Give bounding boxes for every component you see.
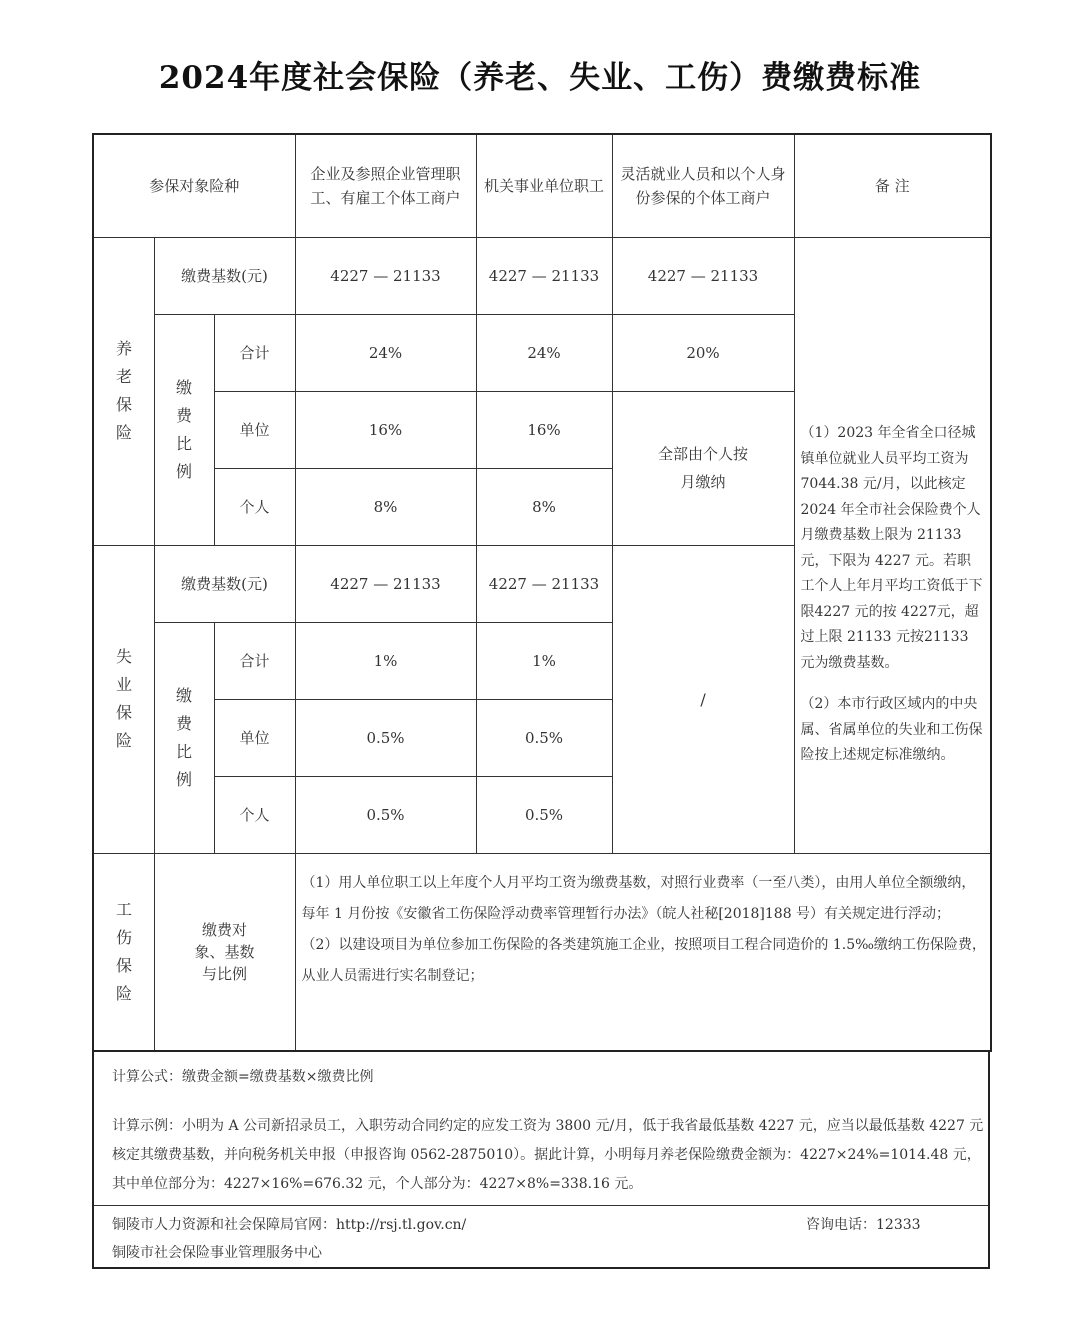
footer-divider: [94, 1205, 988, 1206]
injury-label: 工伤保险: [93, 853, 154, 1051]
unit-label: 单位: [214, 699, 295, 776]
unit-label: 单位: [214, 391, 295, 468]
pension-base-institution: 4227 — 21133: [476, 237, 612, 314]
header-enterprise: 企业及参照企业管理职工、有雇工个体工商户: [295, 134, 476, 237]
header-institution: 机关事业单位职工: [476, 134, 612, 237]
pension-base-enterprise: 4227 — 21133: [295, 237, 476, 314]
phone-line: 咨询电话：12333: [806, 1217, 921, 1233]
pension-unit-enterprise: 16%: [295, 391, 476, 468]
pension-base-flexible: 4227 — 21133: [612, 237, 794, 314]
pension-flexible-note: 全部由个人按月缴纳: [612, 391, 794, 545]
remark-2: （2）本市行政区域内的中央属、省属单位的失业和工伤保险按上述规定标准缴纳。: [800, 696, 983, 764]
injury-rule-2: （2）以建设项目为单位参加工伤保险的各类建筑施工企业，按照项目工程合同造价的 1.5‰缴纳工伤保险费，从业人员需进行实名制登记；: [301, 936, 986, 984]
unemployment-unit-institution: 0.5%: [476, 699, 612, 776]
injury-details: [295, 853, 991, 1051]
ratio-label: 缴费比例: [154, 314, 214, 545]
header-remarks: 备 注: [794, 134, 991, 237]
pension-label: 养老保险: [93, 237, 154, 545]
footer-box: [92, 1050, 990, 1269]
pension-base-row: [93, 237, 991, 314]
header-flexible: 灵活就业人员和以个人身份参保的个体工商户: [612, 134, 794, 237]
page-title: 2024年度社会保险（养老、失业、工伤）费缴费标准: [158, 60, 922, 96]
unemployment-unit-enterprise: 0.5%: [295, 699, 476, 776]
base-label: 缴费基数(元): [154, 545, 295, 622]
remark-1: （1）2023 年全省全口径城镇单位就业人员平均工资为 7044.38 元/月，以此核定 2024 年全市社会保险费个人月缴费基数上限为 21133 元，下限为 4227 元。若职工个人上年月平均工资低于下限4227 元的按 4227元，超过上限 21133 元按21133 元为缴费基数。: [800, 425, 983, 671]
pension-unit-institution: 16%: [476, 391, 612, 468]
service-center: 铜陵市社会保险事业管理服务中心: [112, 1245, 322, 1261]
unemployment-total-institution: 1%: [476, 622, 612, 699]
unemployment-personal-enterprise: 0.5%: [295, 776, 476, 853]
pension-personal-institution: 8%: [476, 468, 612, 545]
ratio-label: 缴费比例: [154, 622, 214, 853]
header-row: [93, 134, 991, 237]
pension-total-enterprise: 24%: [295, 314, 476, 391]
unemployment-base-institution: 4227 — 21133: [476, 545, 612, 622]
remarks-cell: [794, 237, 991, 853]
injury-sub-label: 缴费对象、基数与比例: [154, 853, 295, 1051]
calc-formula: 计算公式：缴费金额=缴费基数×缴费比例: [112, 1069, 374, 1085]
unemployment-label: 失业保险: [93, 545, 154, 853]
pension-total-flexible: 20%: [612, 314, 794, 391]
contribution-standards-table: [92, 133, 992, 1052]
total-label: 合计: [214, 314, 295, 391]
website-line: 铜陵市人力资源和社会保障局官网：http://rsj.tl.gov.cn/: [112, 1217, 467, 1233]
total-label: 合计: [214, 622, 295, 699]
calc-example: 计算示例：小明为 A 公司新招录员工，入职劳动合同约定的应发工资为 3800 元/月，低于我省最低基数 4227 元，应当以最低基数 4227 元核定其缴费基数，并向税务机关申报（申报咨询 0562-2875010）。据此计算，小明每月养老保险缴费金额为：4227×24%=1014.48 元，其中单位部分为：4227×16%=676.32 元，个人部分为：4227×8%=338.16 元。: [112, 1118, 984, 1192]
pension-personal-enterprise: 8%: [295, 468, 476, 545]
unemployment-personal-institution: 0.5%: [476, 776, 612, 853]
injury-row: [93, 853, 991, 1051]
injury-rule-1: （1）用人单位职工以上年度个人月平均工资为缴费基数，对照行业费率（一至八类），由用人单位全额缴纳，每年 1 月份按《安徽省工伤保险浮动费率管理暂行办法》（皖人社秘[2018]188 号）有关规定进行浮动；: [301, 874, 976, 922]
unemployment-total-enterprise: 1%: [295, 622, 476, 699]
header-corner: 参保对象险种: [93, 134, 295, 237]
personal-label: 个人: [214, 468, 295, 545]
personal-label: 个人: [214, 776, 295, 853]
unemployment-base-enterprise: 4227 — 21133: [295, 545, 476, 622]
pension-total-institution: 24%: [476, 314, 612, 391]
base-label: 缴费基数(元): [154, 237, 295, 314]
unemployment-flexible: /: [612, 545, 794, 853]
